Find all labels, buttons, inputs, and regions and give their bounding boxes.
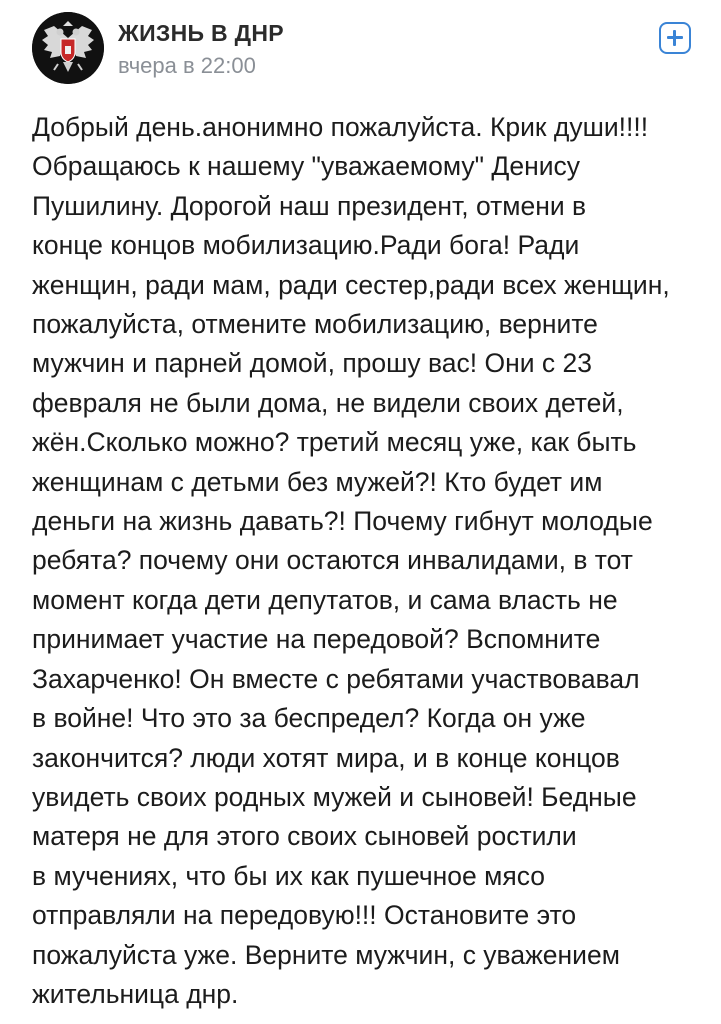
post-text-line: февраля не были дома, не видели своих детей, xyxy=(32,387,624,418)
post-text-line: пожалуйста, отмените мобилизацию, верните xyxy=(32,309,598,340)
post-text-line: пожалуйста уже. Верните мужчин, с уважением xyxy=(32,939,620,970)
post-text-line: жительница днр. xyxy=(32,978,239,1009)
post-text-line: в мучениях, что бы их как пушечное мясо xyxy=(32,860,545,891)
post-text-line: Обращаюсь к нашему "уважаемому" Денису xyxy=(32,151,581,182)
post-text-line: мужчин и парней домой, прошу вас! Они с 23 xyxy=(32,348,593,379)
post-text-line: матеря не для этого своих сыновей ростили xyxy=(32,821,577,852)
post-header xyxy=(32,12,691,86)
post-text-line: конце концов мобилизацию.Ради бога! Ради xyxy=(32,230,580,261)
post-text-line: деньги на жизнь давать?! Почему гибнут молодые xyxy=(32,506,653,537)
post-text-line: увидеть своих родных мужей и сыновей! Бедные xyxy=(32,781,637,812)
post-text-line: принимает участие на передовой? Вспомните xyxy=(32,624,601,655)
group-name[interactable]: ЖИЗНЬ В ДНР xyxy=(118,20,284,46)
post-text-line: Добрый день.анонимно пожалуйста. Крик души!!!! xyxy=(32,112,649,142)
post-text-line: женщин, ради мам, ради сестер,ради всех женщин, xyxy=(32,269,670,300)
post-text-line: отправляли на передовую!!! Остановите это xyxy=(32,900,577,931)
post-text-line: в войне! Что это за беспредел? Когда он уже xyxy=(32,703,586,734)
post-text-line: ребята? почему они остаются инвалидами, в тот xyxy=(32,545,633,576)
group-avatar[interactable] xyxy=(32,12,104,84)
post-text-line: Пушилину. Дорогой наш президент, отмени в xyxy=(32,190,587,221)
post-timestamp[interactable]: вчера в 22:00 xyxy=(118,53,256,78)
subscribe-button[interactable] xyxy=(659,22,691,54)
post-body-text xyxy=(32,108,704,1014)
double-headed-eagle-emblem-icon xyxy=(32,12,104,84)
post-text-line: Захарченко! Он вместе с ребятами участвовавал xyxy=(32,663,640,694)
post-text-line: закончится? люди хотят мира, и в конце концов xyxy=(32,742,620,773)
post-text-line: женщинам с детьми без мужей?! Кто будет им xyxy=(32,466,603,497)
post-text-line: жён.Сколько можно? третий месяц уже, как быть xyxy=(32,427,637,458)
plus-square-icon-stroke xyxy=(673,30,676,46)
post-text-line: момент когда дети депутатов, и сама власть не xyxy=(32,584,618,615)
